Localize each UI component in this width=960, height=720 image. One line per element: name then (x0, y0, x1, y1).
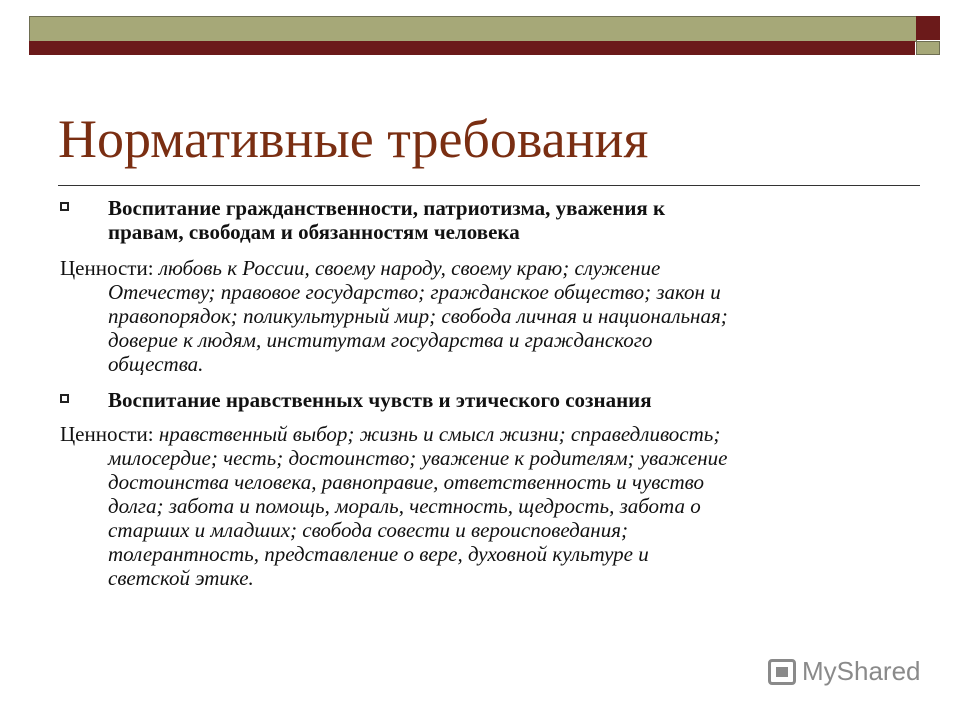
square-bullet-icon (60, 394, 69, 403)
values-line: долга; забота и помощь, мораль, честность, щедрость, забота о (108, 494, 701, 518)
values-label: Ценности: (60, 256, 159, 280)
values-label: Ценности: (60, 422, 159, 446)
watermark-logo (768, 656, 921, 687)
values-line: нравственный выбор; жизнь и смысл жизни; справедливость; (158, 422, 721, 446)
values-line: милосердие; честь; достоинство; уважение к родителям; уважение (108, 446, 728, 470)
values-paragraph-1 (60, 256, 920, 376)
values-line: правопорядок; поликультурный мир; свобода личная и национальная; (108, 304, 728, 328)
decor-bar-bottom (29, 41, 915, 55)
presentation-icon (768, 659, 796, 685)
decor-corner-top (916, 16, 940, 40)
values-line: старших и младших; свобода совести и вероисповедания; (108, 518, 628, 542)
values-paragraph-2 (60, 422, 920, 590)
decor-corner-bottom (916, 41, 940, 55)
values-line: общества. (108, 352, 204, 376)
slide-title: Нормативные требования (58, 109, 649, 169)
values-line: любовь к России, своему народу, своему краю; служение (158, 256, 661, 280)
bullet-1-heading-line2: правам, свободам и обязанностям человека (108, 220, 520, 244)
bullet-2-heading-line1: Воспитание нравственных чувств и этического сознания (108, 388, 652, 412)
bullet-1-heading-line1: Воспитание гражданственности, патриотизма, уважения к (108, 196, 666, 220)
values-line: достоинства человека, равноправие, ответственность и чувство (108, 470, 704, 494)
square-bullet-icon (60, 202, 69, 211)
watermark-text: MyShared (802, 656, 921, 686)
decor-bar-top (29, 16, 917, 42)
values-line: толерантность, представление о вере, духовной культуре и (108, 542, 649, 566)
values-line: светской этике. (108, 566, 254, 590)
title-divider (58, 185, 920, 186)
values-line: доверие к людям, институтам государства и гражданского (108, 328, 653, 352)
values-line: Отечеству; правовое государство; гражданское общество; закон и (108, 280, 721, 304)
